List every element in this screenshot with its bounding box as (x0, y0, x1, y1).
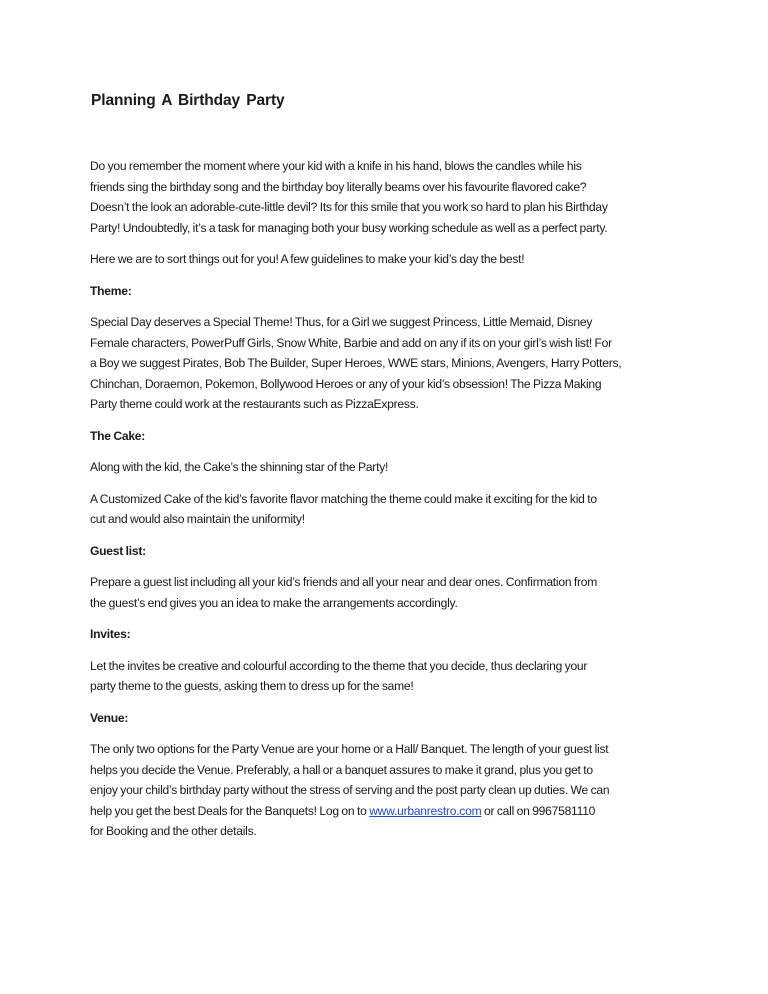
text-line-suffix: or call on 9967581110 (481, 803, 596, 818)
urbanrestro-link[interactable]: www.urbanrestro.com (369, 803, 482, 818)
text-line: Female characters, PowerPuff Girls, Snow White, Barbie and add on any if its on your girl’s wish list! For (90, 335, 612, 350)
text-line: Doesn’t the look an adorable-cute-little devil? Its for this smile that you work so hard to plan his Birthday (90, 200, 608, 214)
text-line: the guest’s end gives you an idea to make the arrangements accordingly. (90, 595, 458, 610)
text-line: Special Day deserves a Special Theme! Thus, for a Girl we suggest Princess, Little Memaid, Disney (90, 315, 593, 329)
intro-guidelines-paragraph: Here we are to sort things out for you! A few guidelines to make your kid’s day the best! (90, 252, 525, 266)
theme-paragraph (90, 312, 672, 415)
text-line: A Customized Cake of the kid’s favorite flavor matching the theme could make it exciting for the kid to (90, 491, 597, 506)
cake-heading: The Cake: (90, 428, 146, 443)
text-line: a Boy we suggest Pirates, Bob The Builder, Super Heroes, WWE stars, Minions, Avengers, Harry Potters, (90, 356, 622, 370)
theme-heading: Theme: (90, 283, 132, 298)
text-line: cut and would also maintain the uniformity! (90, 512, 305, 526)
text-line: Do you remember the moment where your kid with a knife in his hand, blows the candles while his (90, 159, 582, 173)
guest-list-heading: Guest list: (90, 543, 146, 558)
text-line: friends sing the birthday song and the birthday boy literally beams over his favourite flavored cake? (90, 179, 587, 194)
cake-paragraph-1: Along with the kid, the Cake’s the shinning star of the Party! (90, 460, 389, 474)
text-line: enjoy your child’s birthday party without the stress of serving and the post party clean up duties. We can (90, 783, 610, 797)
venue-paragraph (90, 739, 672, 842)
venue-heading: Venue: (90, 710, 129, 725)
text-line: Party theme could work at the restaurants such as PizzaExpress. (90, 397, 419, 411)
text-line: helps you decide the Venue. Preferably, a hall or a banquet assures to make it grand, plus you get to (90, 762, 593, 777)
text-line: The only two options for the Party Venue are your home or a Hall/ Banquet. The length of your guest list (90, 742, 609, 756)
text-line: Let the invites be creative and colourful according to the theme that you decide, thus declaring your (90, 658, 588, 673)
document-title: Planning A Birthday Party (91, 92, 285, 109)
text-line: Chinchan, Doraemon, Pokemon, Bollywood Heroes or any of your kid’s obsession! The Pizza Making (90, 376, 602, 391)
text-line: Prepare a guest list including all your kid’s friends and all your near and dear ones. Confirmation from (90, 575, 598, 589)
cake-paragraph-2 (90, 489, 672, 530)
invites-paragraph (90, 656, 672, 697)
guest-list-paragraph (90, 572, 672, 613)
text-line: for Booking and the other details. (90, 824, 257, 838)
text-line: Party! Undoubtedly, it’s a task for managing both your busy working schedule as well as a perfect party. (90, 220, 608, 235)
text-line: party theme to the guests, asking them to dress up for the same! (90, 679, 414, 693)
invites-heading: Invites: (90, 627, 131, 641)
text-line-prefix: help you get the best Deals for the Banquets! Log on to (90, 803, 370, 818)
intro-paragraph (90, 156, 672, 238)
